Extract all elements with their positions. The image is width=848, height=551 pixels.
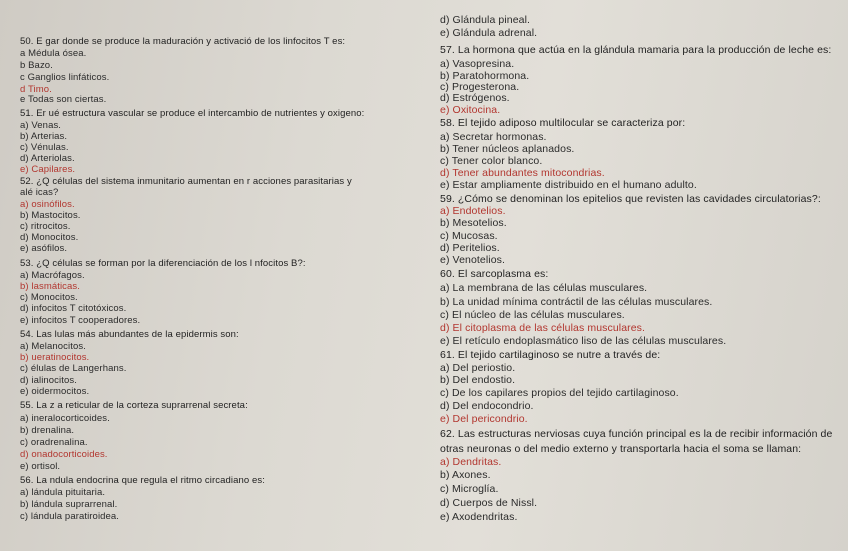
left-option-line: c) lándula paratiroidea. (20, 511, 120, 522)
left-option-line: e) ortisol. (20, 461, 61, 472)
left-option-line: e Todas son ciertas. (20, 94, 107, 105)
right-option-line: e) Venotelios. (440, 254, 506, 266)
left-option-line: c) Vénulas. (20, 142, 69, 153)
right-question-line: otras neuronas o del medio externo y transportarla hacia el soma se llaman: (440, 443, 802, 455)
left-question-line: 54. Las lulas más abundantes de la epidermis son: (20, 329, 239, 340)
left-option-line: b) ueratinocitos. (20, 352, 90, 363)
left-option-line: e) infocitos T cooperadores. (20, 315, 141, 326)
right-option-line: c) Progesterona. (440, 81, 520, 93)
right-question-line: 61. El tejido cartilaginoso se nutre a través de: (440, 349, 661, 361)
right-option-line: d) Tener abundantes mitocondrias. (440, 167, 605, 179)
right-option-line: d) El citoplasma de las células musculares. (440, 322, 646, 334)
right-option-line: a) Endotelios. (440, 205, 506, 217)
left-option-line: a) Melanocitos. (20, 341, 86, 352)
right-question-line: 59. ¿Cómo se denominan los epitelios que revisten las cavidades circulatorias?: (440, 193, 821, 205)
left-option-line: c) Monocitos. (20, 292, 78, 303)
right-option-line: e) Oxitocina. (440, 104, 501, 116)
right-option-line: c) El núcleo de las células musculares. (440, 309, 625, 321)
right-option-line: c) Microglía. (440, 483, 499, 495)
left-option-line: e) asófilos. (20, 243, 68, 254)
left-option-line: b) lándula suprarrenal. (20, 499, 118, 510)
left-option-line: alé icas? (20, 187, 59, 198)
right-option-line: a) La membrana de las células musculares. (440, 282, 648, 294)
right-option-line: b) Mesotelios. (440, 217, 507, 229)
left-option-line: c) élulas de Langerhans. (20, 363, 127, 374)
left-option-line: b Bazo. (20, 60, 53, 71)
left-option-line: d) ialinocitos. (20, 375, 77, 386)
right-question-line: 57. La hormona que actúa en la glándula mamaria para la producción de leche es: (440, 44, 832, 56)
left-option-line: a) Venas. (20, 120, 62, 131)
right-option-line: a) Vasopresina. (440, 58, 515, 70)
right-option-line: a) Del periostio. (440, 362, 516, 374)
right-option-line: c) Mucosas. (440, 230, 498, 242)
left-option-line: a) osinófilos. (20, 199, 75, 210)
right-option-line: d) Del endocondrio. (440, 400, 534, 412)
right-option-line: c) De los capilares propios del tejido cartilaginoso. (440, 387, 679, 399)
right-option-line: d) Estrógenos. (440, 92, 510, 104)
left-option-line: a) Macrófagos. (20, 270, 85, 281)
right-option-line: b) Axones. (440, 469, 491, 481)
right-option-line: a) Secretar hormonas. (440, 131, 547, 143)
left-option-line: e) Capilares. (20, 164, 76, 175)
right-option-line: e) El retículo endoplasmático liso de las células musculares. (440, 335, 727, 347)
left-option-line: b) Mastocitos. (20, 210, 81, 221)
left-question-line: 52. ¿Q células del sistema inmunitario aumentan en r acciones parasitarias y (20, 176, 352, 187)
right-option-line: d) Peritelios. (440, 242, 500, 254)
left-option-line: c) oradrenalina. (20, 437, 88, 448)
right-option-line: b) Del endostio. (440, 374, 516, 386)
left-option-line: d) Arteriolas. (20, 153, 75, 164)
right-option-line: b) Paratohormona. (440, 70, 530, 82)
right-option-line: b) La unidad mínima contráctil de las células musculares. (440, 296, 713, 308)
right-option-line: d) Cuerpos de Nissl. (440, 497, 538, 509)
left-option-line: d) infocitos T citotóxicos. (20, 303, 127, 314)
left-question-line: 55. La z a reticular de la corteza suprarrenal secreta: (20, 400, 248, 411)
left-option-line: d) Monocitos. (20, 232, 79, 243)
right-option-line: a) Dendritas. (440, 456, 502, 468)
right-option-line: d) Glándula pineal. (440, 14, 531, 26)
left-option-line: a) lándula pituitaria. (20, 487, 106, 498)
right-question-line: 60. El sarcoplasma es: (440, 268, 549, 280)
right-option-line: e) Axodendritas. (440, 511, 518, 523)
left-option-line: a) ineralocorticoides. (20, 413, 110, 424)
right-option-line: c) Tener color blanco. (440, 155, 543, 167)
left-question-line: 50. E gar donde se produce la maduración y activació de los linfocitos T es: (20, 36, 346, 47)
left-option-line: c Ganglios linfáticos. (20, 72, 110, 83)
left-option-line: d Timo. (20, 84, 52, 95)
left-question-line: 53. ¿Q células se forman por la diferenciación de los l nfocitos B?: (20, 258, 306, 269)
right-question-line: 58. El tejido adiposo multilocular se caracteriza por: (440, 117, 686, 129)
right-option-line: b) Tener núcleos aplanados. (440, 143, 575, 155)
left-option-line: a Médula ósea. (20, 48, 87, 59)
left-option-line: b) drenalina. (20, 425, 75, 436)
right-option-line: e) Del pericondrio. (440, 413, 528, 425)
left-option-line: d) onadocorticoides. (20, 449, 108, 460)
left-question-line: 51. Er ué estructura vascular se produce el intercambio de nutrientes y oxigeno: (20, 108, 365, 119)
right-option-line: e) Estar ampliamente distribuido en el humano adulto. (440, 179, 697, 191)
left-option-line: b) lasmáticas. (20, 281, 81, 292)
right-option-line: e) Glándula adrenal. (440, 27, 538, 39)
right-question-line: 62. Las estructuras nerviosas cuya función principal es la de recibir información de (440, 428, 833, 440)
left-question-line: 56. La ndula endocrina que regula el ritmo circadiano es: (20, 475, 265, 486)
left-option-line: c) ritrocitos. (20, 221, 71, 232)
left-option-line: e) oidermocitos. (20, 386, 90, 397)
left-option-line: b) Arterias. (20, 131, 68, 142)
